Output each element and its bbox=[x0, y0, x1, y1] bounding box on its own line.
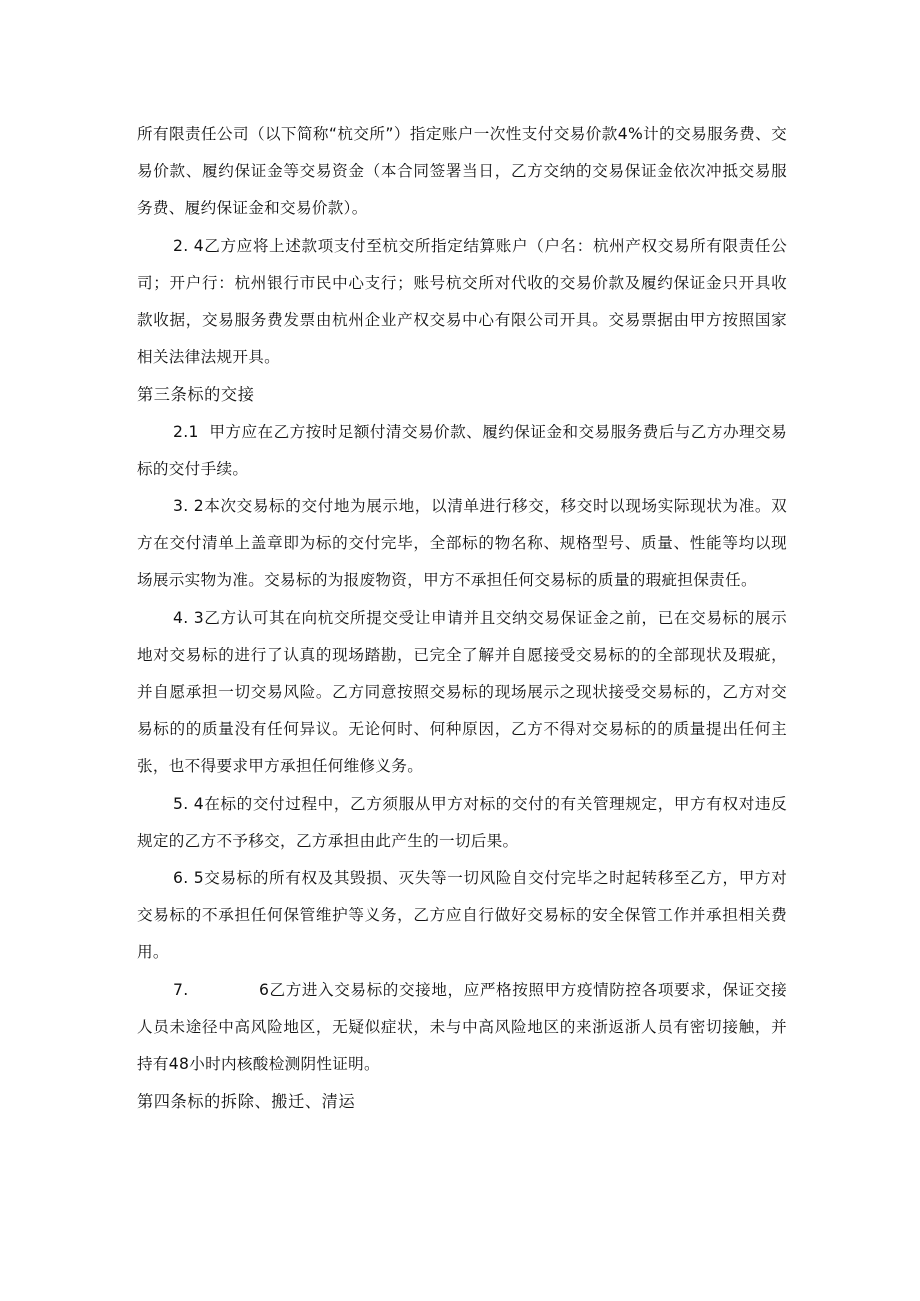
clause-3-2 bbox=[137, 488, 787, 600]
clause-7-6 bbox=[137, 972, 787, 1084]
section-heading-article-3: 第三条标的交接 bbox=[137, 385, 255, 405]
clause-number: 3. 2 bbox=[173, 497, 204, 516]
clause-2-4 bbox=[137, 228, 787, 377]
document-page bbox=[137, 116, 787, 1120]
clause-4-3 bbox=[137, 600, 787, 786]
clause-text: 乙方进入交易标的交接地，应严格按照甲方疫情防控各项要求，保证交接人员未途径中高风险地区，无疑似症状，未与中高风险地区的来浙返浙人员有密切接触，并持有48小时内核酸检测阴性证明。 bbox=[137, 980, 787, 1074]
clause-number: 2.1 bbox=[173, 422, 210, 441]
paragraph-payment-continuation bbox=[137, 116, 787, 228]
clause-6-5 bbox=[137, 860, 787, 972]
clause-text: 在标的交付过程中，乙方须服从甲方对标的交付的有关管理规定，甲方有权对违反规定的乙方不予移交，乙方承担由此产生的一切后果。 bbox=[137, 794, 787, 850]
clause-number: 4. 3 bbox=[173, 608, 204, 627]
paragraph-text: 所有限责任公司（以下简称“杭交所”）指定账户一次性支付交易价款4%计的交易服务费、交易价款、履约保证金等交易资金（本合同签署当日，乙方交纳的交易保证金依次冲抵交易服务费、履约保证金和交易价款）。 bbox=[137, 125, 787, 218]
clause-number: 7. bbox=[173, 980, 189, 999]
clause-5-4 bbox=[137, 786, 787, 860]
clause-text: 乙方应将上述款项支付至杭交所指定结算账户（户名：杭州产权交易所有限责任公司；开户行：杭州银行市民中心支行；账号杭交所对代收的交易价款及履约保证金只开具收款收据，交易服务费发票由杭州企业产权交易中心有限公司开具。交易票据由甲方按照国家相关法律法规开具。 bbox=[137, 236, 787, 367]
clause-number: 2. 4 bbox=[173, 236, 204, 255]
clause-number: 6. 5 bbox=[173, 869, 204, 888]
clause-text: 本次交易标的交付地为展示地，以清单进行移交，移交时以现场实际现状为准。双方在交付清单上盖章即为标的交付完毕，全部标的物名称、规格型号、质量、性能等均以现场展示实物为准。交易标的为报废物资，甲方不承担任何交易标的质量的瑕疵担保责任。 bbox=[137, 497, 787, 590]
clause-2-1 bbox=[137, 414, 787, 488]
clause-text: 乙方认可其在向杭交所提交受让申请并且交纳交易保证金之前，已在交易标的展示地对交易标的进行了认真的现场踏勘，已完全了解并自愿接受交易标的的全部现状及瑕疵，并自愿承担一切交易风险。乙方同意按照交易标的现场展示之现状接受交易标的，乙方对交易标的的质量没有任何异议。无论何时、何种原因，乙方不得对交易标的的质量提出任何主张，也不得要求甲方承担任何维修义务。 bbox=[137, 608, 787, 776]
clause-text: 甲方应在乙方按时足额付清交易价款、履约保证金和交易服务费后与乙方办理交易标的交付手续。 bbox=[137, 422, 787, 478]
clause-text: 交易标的所有权及其毁损、灭失等一切风险自交付完毕之时起转移至乙方，甲方对交易标的不承担任何保管维护等义务，乙方应自行做好交易标的安全保管工作并承担相关费用。 bbox=[137, 869, 787, 962]
clause-subnumber: 6 bbox=[259, 980, 270, 999]
clause-number: 5. 4 bbox=[173, 794, 204, 813]
section-heading-article-4: 第四条标的拆除、搬迁、清运 bbox=[137, 1092, 356, 1112]
